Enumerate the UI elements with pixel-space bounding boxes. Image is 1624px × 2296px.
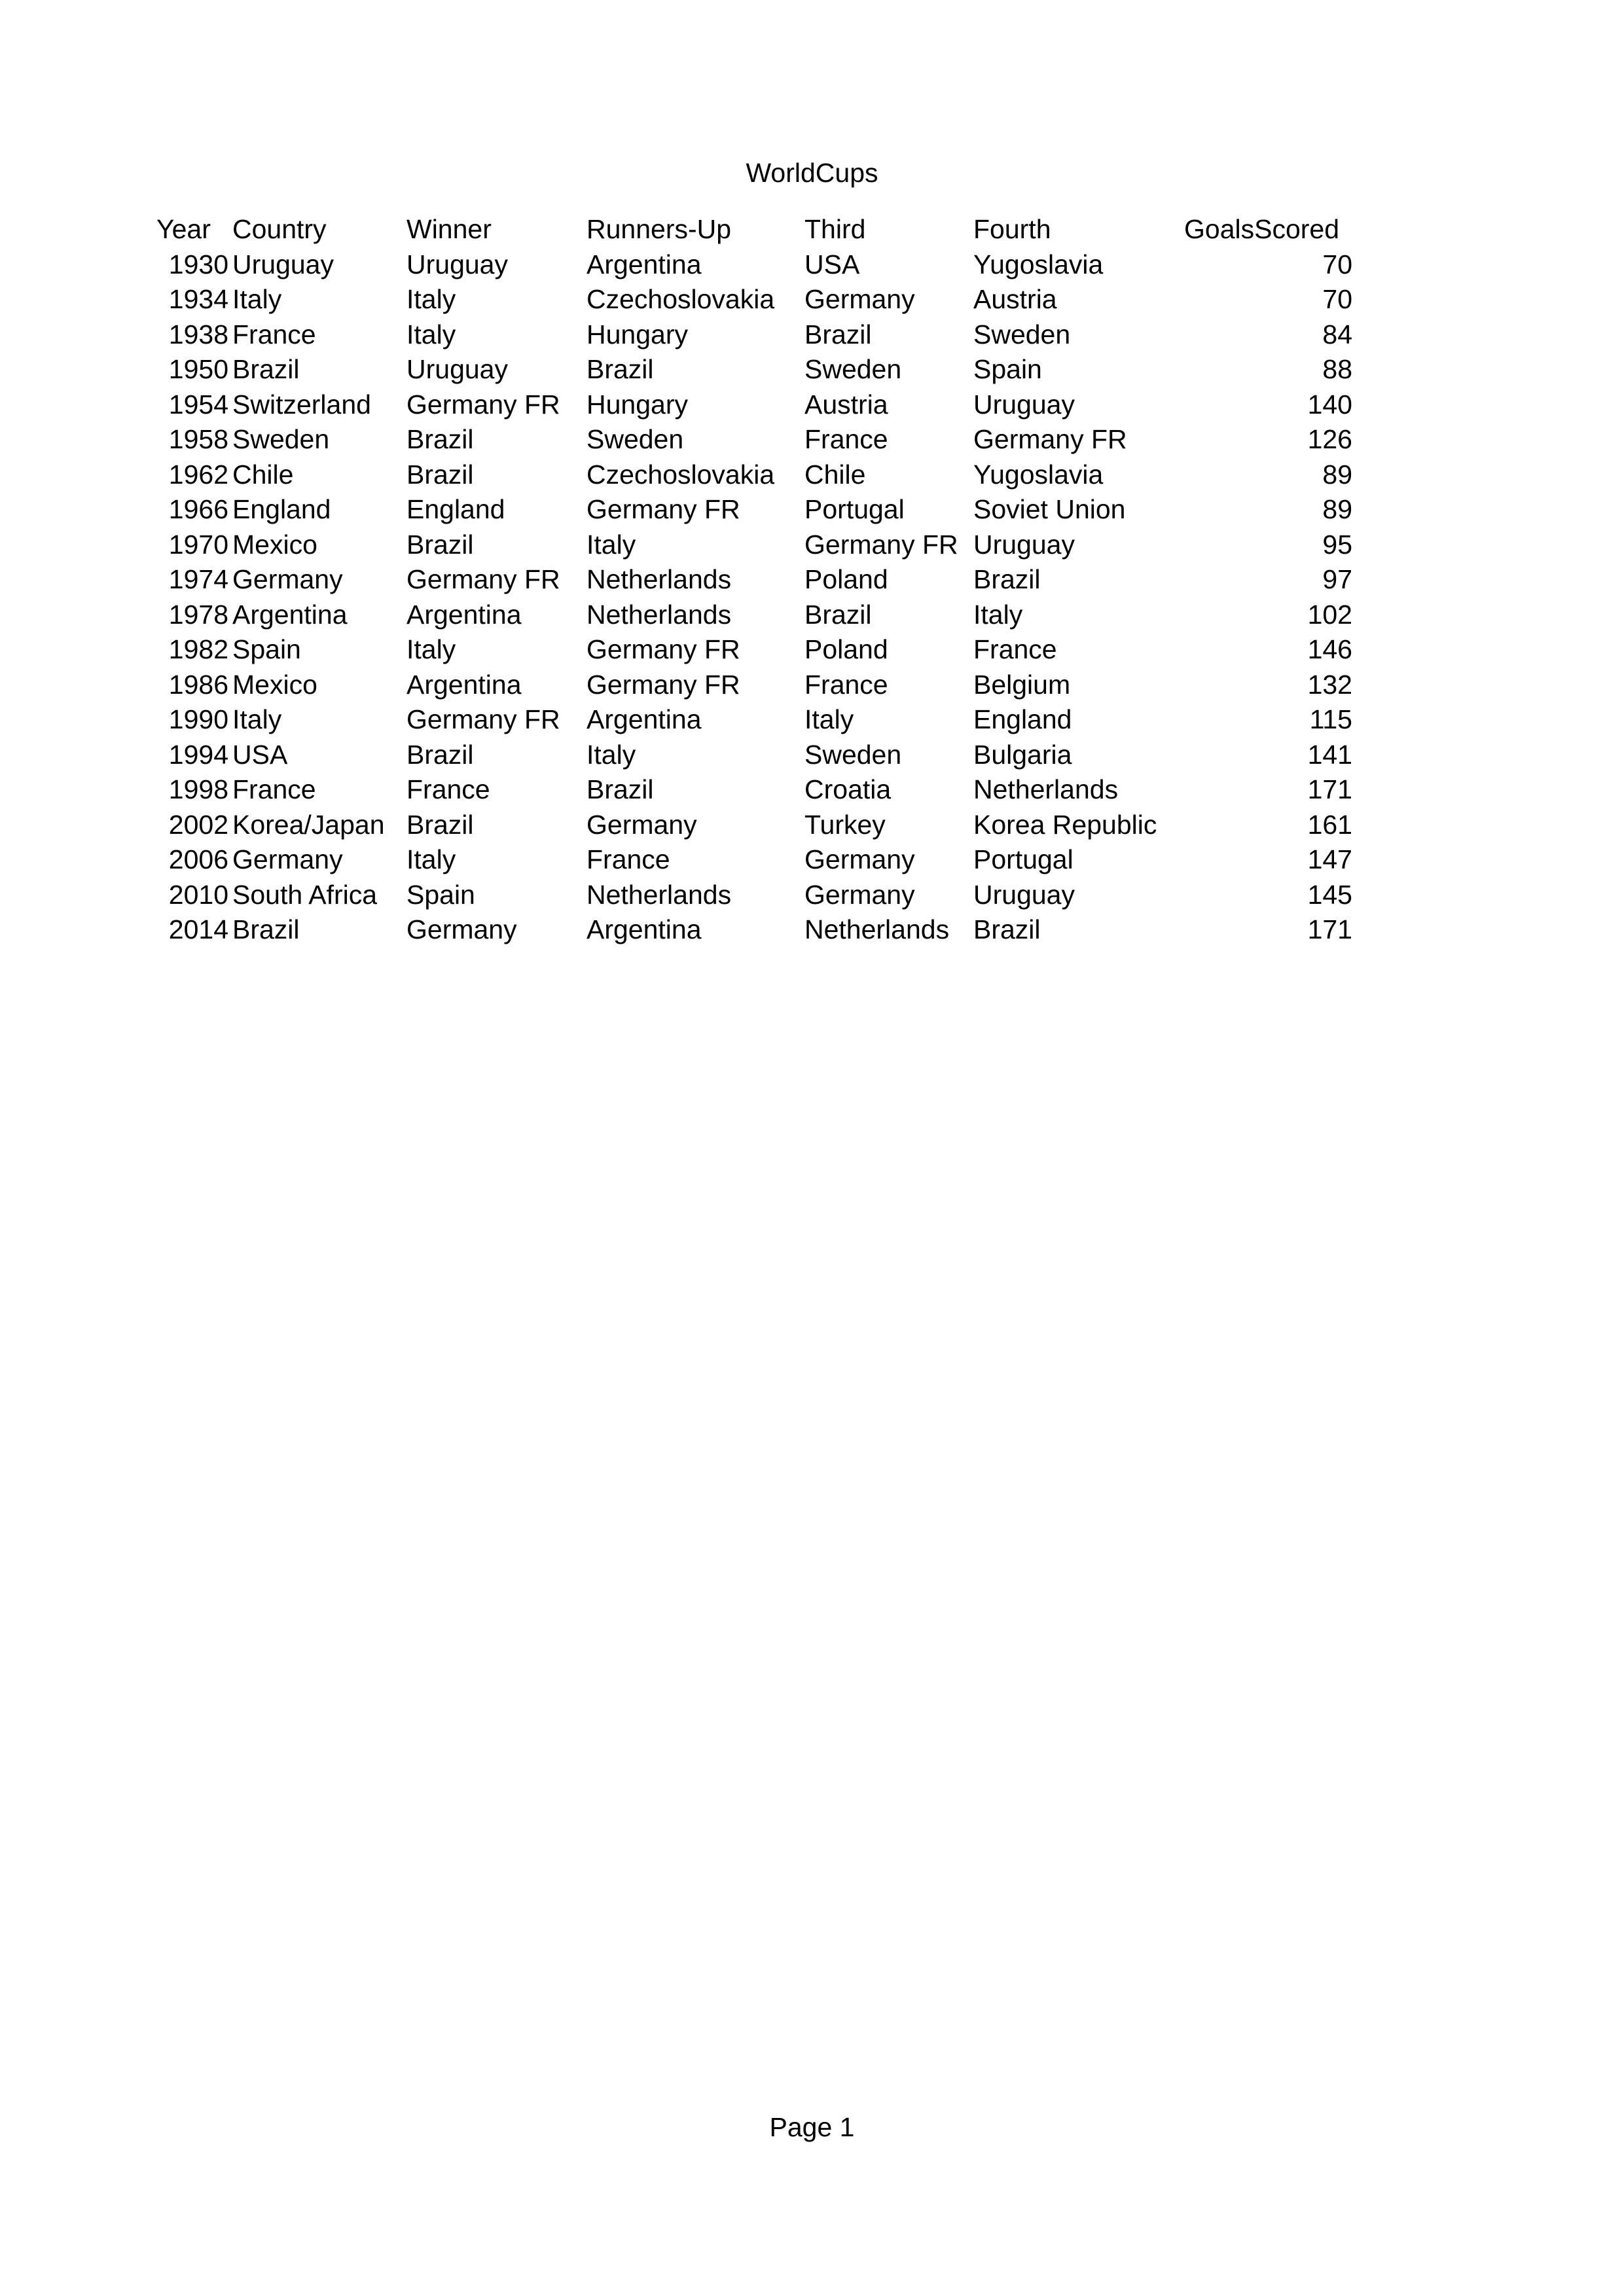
runners-up-cell: Italy	[586, 739, 636, 770]
fourth-cell: Portugal	[973, 844, 1074, 874]
country-cell: Mexico	[232, 529, 317, 560]
year-cell: 2010	[168, 879, 228, 910]
runners-up-cell: Argentina	[586, 249, 702, 279]
runners-up-cell: Netherlands	[586, 599, 732, 630]
runners-up-cell: Czechoslovakia	[586, 459, 775, 490]
runners-up-cell: Germany	[586, 809, 697, 840]
goals-scored-cell: 102	[1307, 599, 1352, 630]
third-cell: Germany	[804, 879, 915, 910]
year-cell: 2014	[168, 914, 228, 944]
header-row	[156, 212, 1352, 247]
year-cell: 1930	[168, 249, 228, 279]
winner-cell: France	[406, 774, 490, 804]
fourth-cell: Austria	[973, 284, 1057, 314]
winner-cell: Germany FR	[406, 564, 560, 594]
sheet-title: WorldCups	[746, 158, 878, 188]
country-cell: Brazil	[232, 914, 300, 944]
winner-cell: England	[406, 494, 505, 524]
third-cell: Germany	[804, 844, 915, 874]
fourth-cell: England	[973, 704, 1072, 734]
winner-cell: Spain	[406, 879, 475, 910]
third-cell: USA	[804, 249, 860, 279]
country-cell: Switzerland	[232, 389, 371, 420]
year-cell: 1970	[168, 529, 228, 560]
table-row	[156, 632, 1352, 668]
table-row	[156, 528, 1352, 563]
third-cell: Poland	[804, 634, 888, 664]
table-row	[156, 598, 1352, 633]
country-cell: Italy	[232, 284, 282, 314]
fourth-cell: Uruguay	[973, 879, 1075, 910]
winner-cell: Brazil	[406, 529, 474, 560]
year-cell: 1986	[168, 669, 228, 700]
table-row	[156, 317, 1352, 353]
year-cell: 1962	[168, 459, 228, 490]
runners-up-cell: Italy	[586, 529, 636, 560]
column-header-third: Third	[804, 214, 866, 244]
runners-up-cell: Argentina	[586, 914, 702, 944]
country-cell: Spain	[232, 634, 301, 664]
goals-scored-cell: 140	[1307, 389, 1352, 420]
runners-up-cell: Czechoslovakia	[586, 284, 775, 314]
fourth-cell: Yugoslavia	[973, 459, 1104, 490]
fourth-cell: Bulgaria	[973, 739, 1072, 770]
fourth-cell: Uruguay	[973, 389, 1075, 420]
third-cell: Sweden	[804, 354, 902, 384]
runners-up-cell: Germany FR	[586, 494, 740, 524]
runners-up-cell: Brazil	[586, 774, 654, 804]
winner-cell: Italy	[406, 634, 456, 664]
fourth-cell: Italy	[973, 599, 1023, 630]
table-row	[156, 422, 1352, 457]
table-row	[156, 247, 1352, 283]
goals-scored-cell: 132	[1307, 669, 1352, 700]
table-row	[156, 492, 1352, 528]
third-cell: Brazil	[804, 599, 872, 630]
runners-up-cell: Sweden	[586, 424, 684, 454]
goals-scored-cell: 126	[1307, 424, 1352, 454]
third-cell: Germany FR	[804, 529, 958, 560]
runners-up-cell: Hungary	[586, 389, 688, 420]
goals-scored-cell: 147	[1307, 844, 1352, 874]
winner-cell: Germany	[406, 914, 517, 944]
table-row	[156, 772, 1352, 808]
goals-scored-cell: 161	[1307, 809, 1352, 840]
winner-cell: Uruguay	[406, 354, 508, 384]
goals-scored-cell: 89	[1322, 494, 1352, 524]
table-row	[156, 702, 1352, 738]
goals-scored-cell: 171	[1307, 774, 1352, 804]
country-cell: Uruguay	[232, 249, 334, 279]
winner-cell: Italy	[406, 319, 456, 350]
country-cell: Argentina	[232, 599, 348, 630]
country-cell: Sweden	[232, 424, 330, 454]
third-cell: Poland	[804, 564, 888, 594]
goals-scored-cell: 70	[1322, 284, 1352, 314]
table-row	[156, 387, 1352, 423]
winner-cell: Argentina	[406, 599, 522, 630]
runners-up-cell: Germany FR	[586, 634, 740, 664]
winner-cell: Argentina	[406, 669, 522, 700]
winner-cell: Germany FR	[406, 704, 560, 734]
fourth-cell: Uruguay	[973, 529, 1075, 560]
third-cell: Italy	[804, 704, 854, 734]
runners-up-cell: Netherlands	[586, 879, 732, 910]
third-cell: Netherlands	[804, 914, 950, 944]
third-cell: Austria	[804, 389, 888, 420]
third-cell: Chile	[804, 459, 866, 490]
winner-cell: Brazil	[406, 809, 474, 840]
country-cell: South Africa	[232, 879, 378, 910]
goals-scored-cell: 97	[1322, 564, 1352, 594]
fourth-cell: Sweden	[973, 319, 1071, 350]
goals-scored-cell: 70	[1322, 249, 1352, 279]
table-row	[156, 808, 1352, 843]
table-row	[156, 668, 1352, 703]
winner-cell: Brazil	[406, 424, 474, 454]
page-footer: Page 1	[769, 2112, 855, 2142]
year-cell: 1958	[168, 424, 228, 454]
third-cell: Sweden	[804, 739, 902, 770]
goals-scored-cell: 95	[1322, 529, 1352, 560]
winner-cell: Uruguay	[406, 249, 508, 279]
winner-cell: Brazil	[406, 459, 474, 490]
year-cell: 2002	[168, 809, 228, 840]
year-cell: 1966	[168, 494, 228, 524]
country-cell: France	[232, 774, 316, 804]
country-cell: USA	[232, 739, 288, 770]
year-cell: 1990	[168, 704, 228, 734]
goals-scored-cell: 115	[1309, 704, 1352, 734]
year-cell: 2006	[168, 844, 228, 874]
table-row	[156, 912, 1352, 948]
worldcups-table	[156, 212, 1352, 948]
country-cell: Germany	[232, 564, 343, 594]
winner-cell: Italy	[406, 844, 456, 874]
column-header-fourth: Fourth	[973, 214, 1051, 244]
country-cell: Brazil	[232, 354, 300, 384]
column-header-runners-up: Runners-Up	[586, 214, 732, 244]
year-cell: 1954	[168, 389, 228, 420]
fourth-cell: Brazil	[973, 914, 1041, 944]
goals-scored-cell: 146	[1307, 634, 1352, 664]
country-cell: Germany	[232, 844, 343, 874]
fourth-cell: Korea Republic	[973, 809, 1157, 840]
country-cell: Chile	[232, 459, 294, 490]
runners-up-cell: France	[586, 844, 670, 874]
fourth-cell: Yugoslavia	[973, 249, 1104, 279]
runners-up-cell: Argentina	[586, 704, 702, 734]
goals-scored-cell: 88	[1322, 354, 1352, 384]
country-cell: France	[232, 319, 316, 350]
goals-scored-cell: 171	[1307, 914, 1352, 944]
year-cell: 1982	[168, 634, 228, 664]
year-cell: 1938	[168, 319, 228, 350]
third-cell: Portugal	[804, 494, 905, 524]
third-cell: France	[804, 669, 888, 700]
goals-scored-cell: 84	[1322, 319, 1352, 350]
runners-up-cell: Germany FR	[586, 669, 740, 700]
fourth-cell: Germany FR	[973, 424, 1127, 454]
third-cell: Germany	[804, 284, 915, 314]
runners-up-cell: Brazil	[586, 354, 654, 384]
column-header-goals-scored: GoalsScored	[1184, 214, 1340, 244]
table-row	[156, 562, 1352, 598]
goals-scored-cell: 141	[1307, 739, 1352, 770]
winner-cell: Brazil	[406, 739, 474, 770]
third-cell: Croatia	[804, 774, 892, 804]
country-cell: Mexico	[232, 669, 317, 700]
year-cell: 1950	[168, 354, 228, 384]
year-cell: 1998	[168, 774, 228, 804]
table-row	[156, 282, 1352, 317]
third-cell: Turkey	[804, 809, 886, 840]
country-cell: England	[232, 494, 331, 524]
year-cell: 1994	[168, 739, 228, 770]
year-cell: 1974	[168, 564, 228, 594]
table-row	[156, 352, 1352, 387]
table-row	[156, 457, 1352, 493]
column-header-year: Year	[156, 214, 211, 244]
table-row	[156, 878, 1352, 913]
country-cell: Italy	[232, 704, 282, 734]
fourth-cell: Belgium	[973, 669, 1071, 700]
runners-up-cell: Netherlands	[586, 564, 732, 594]
table-body	[156, 247, 1352, 948]
fourth-cell: France	[973, 634, 1057, 664]
winner-cell: Germany FR	[406, 389, 560, 420]
year-cell: 1934	[168, 284, 228, 314]
goals-scored-cell: 89	[1322, 459, 1352, 490]
column-header-winner: Winner	[406, 214, 492, 244]
third-cell: France	[804, 424, 888, 454]
year-cell: 1978	[168, 599, 228, 630]
table-row	[156, 842, 1352, 878]
column-header-country: Country	[232, 214, 327, 244]
fourth-cell: Brazil	[973, 564, 1041, 594]
fourth-cell: Spain	[973, 354, 1042, 384]
country-cell: Korea/Japan	[232, 809, 385, 840]
table-row	[156, 738, 1352, 773]
fourth-cell: Netherlands	[973, 774, 1119, 804]
third-cell: Brazil	[804, 319, 872, 350]
goals-scored-cell: 145	[1307, 879, 1352, 910]
winner-cell: Italy	[406, 284, 456, 314]
fourth-cell: Soviet Union	[973, 494, 1126, 524]
runners-up-cell: Hungary	[586, 319, 688, 350]
